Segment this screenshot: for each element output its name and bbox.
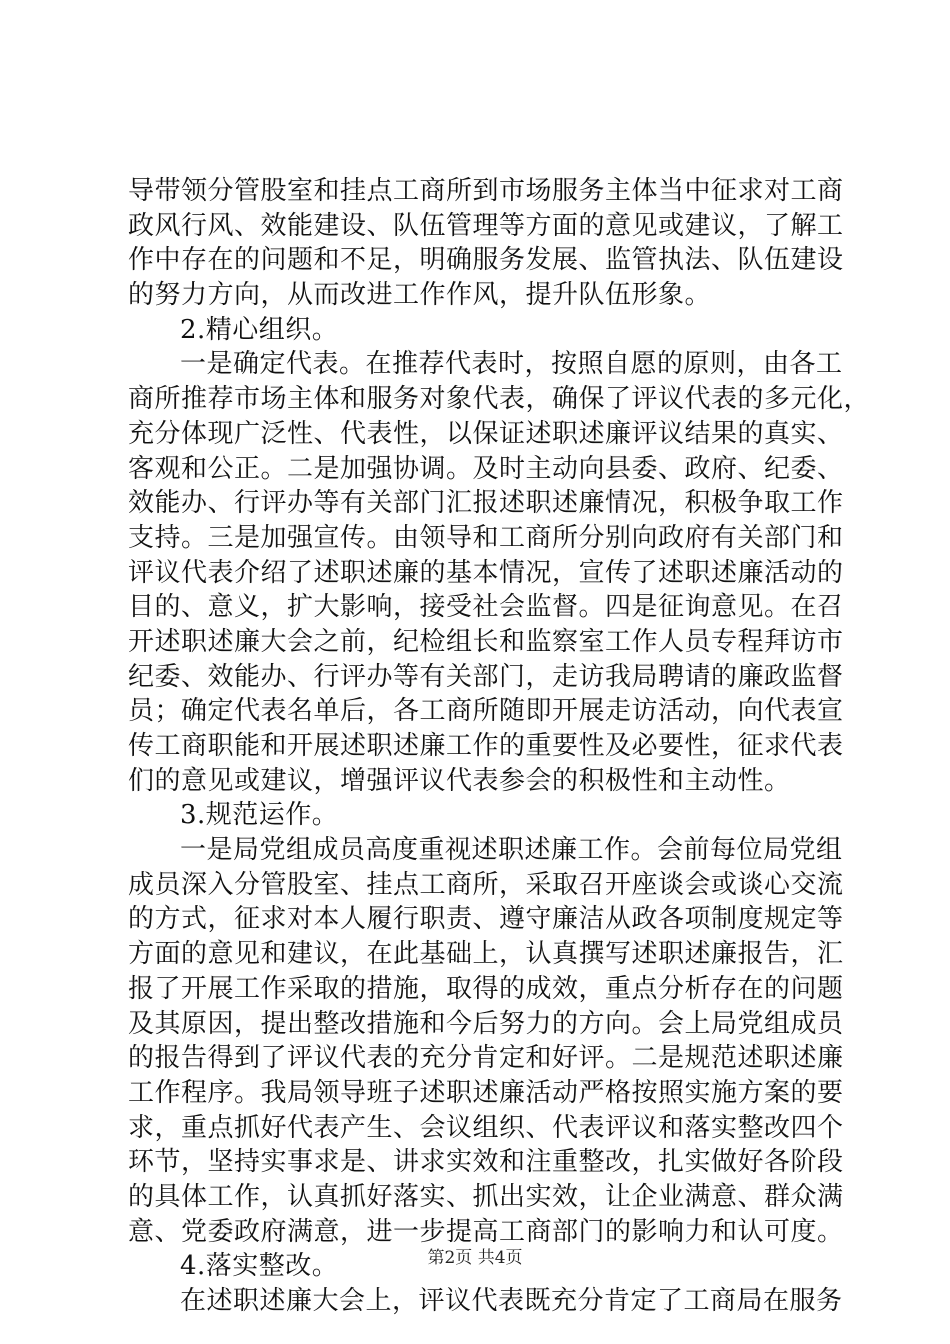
- text-line: 一是局党组成员高度重视述职述廉工作。会前每位局党组: [180, 835, 843, 866]
- text-line: 支持。三是加强宣传。由领导和工商所分别向政府有关部门和: [128, 522, 844, 553]
- text-line: 的方式，征求对本人履行职责、遵守廉洁从政各项制度规定等: [128, 904, 844, 935]
- text-line: 商所推荐市场主体和服务对象代表，确保了评议代表的多元化，: [128, 384, 871, 415]
- text-line: 作中存在的问题和不足，明确服务发展、监管执法、队伍建设: [128, 245, 844, 276]
- text-line: 员；确定代表名单后，各工商所随即开展走访活动，向代表宣: [128, 696, 844, 727]
- document-body: [128, 174, 871, 1319]
- text-line: 政风行风、效能建设、队伍管理等方面的意见或建议，了解工: [128, 210, 844, 241]
- text-line: 客观和公正。二是加强协调。及时主动向县委、政府、纪委、: [128, 453, 844, 484]
- text-line: 目的、意义，扩大影响，接受社会监督。四是征询意见。在召: [128, 592, 844, 623]
- text-line: 3.规范运作。: [180, 800, 339, 831]
- text-line: 纪委、效能办、行评办等有关部门，走访我局聘请的廉政监督: [128, 661, 844, 692]
- text-line: 的努力方向，从而改进工作作风，提升队伍形象。: [128, 280, 712, 311]
- text-line: 及其原因，提出整改措施和今后努力的方向。会上局党组成员: [128, 1008, 844, 1039]
- text-line: 环节，坚持实事求是、讲求实效和注重整改，扎实做好各阶段: [128, 1147, 844, 1178]
- text-line: 4.落实整改。: [180, 1251, 339, 1282]
- text-line: 评议代表介绍了述职述廉的基本情况，宣传了述职述廉活动的: [128, 557, 844, 588]
- text-line: 充分体现广泛性、代表性，以保证述职述廉评议结果的真实、: [128, 418, 844, 449]
- text-line: 的具体工作，认真抓好落实、抓出实效，让企业满意、群众满: [128, 1181, 844, 1212]
- text-line: 成员深入分管股室、挂点工商所，采取召开座谈会或谈心交流: [128, 869, 844, 900]
- text-line: 求，重点抓好代表产生、会议组织、代表评议和落实整改四个: [128, 1112, 844, 1143]
- text-line: 方面的意见和建议，在此基础上，认真撰写述职述廉报告，汇: [128, 939, 844, 970]
- text-line: 工作程序。我局领导班子述职述廉活动严格按照实施方案的要: [128, 1077, 844, 1108]
- text-line: 传工商职能和开展述职述廉工作的重要性及必要性，征求代表: [128, 731, 844, 761]
- text-line: 意、党委政府满意，进一步提高工商部门的影响力和认可度。: [128, 1216, 844, 1247]
- text-line: 一是确定代表。在推荐代表时，按照自愿的原则，由各工: [180, 349, 843, 380]
- text-line: 开述职述廉大会之前，纪检组长和监察室工作人员专程拜访市: [128, 626, 844, 657]
- text-line: 在述职述廉大会上，评议代表既充分肯定了工商局在服务: [180, 1286, 843, 1316]
- page-footer: 第2页 共4页: [427, 1248, 523, 1268]
- text-line: 效能办、行评办等有关部门汇报述职述廉情况，积极争取工作: [128, 488, 844, 519]
- text-line: 的报告得到了评议代表的充分肯定和好评。二是规范述职述廉: [128, 1043, 844, 1074]
- text-line: 报了开展工作采取的措施，取得的成效，重点分析存在的问题: [128, 973, 844, 1004]
- text-line: 们的意见或建议，增强评议代表参会的积极性和主动性。: [128, 765, 791, 796]
- text-line: 导带领分管股室和挂点工商所到市场服务主体当中征求对工商: [128, 176, 844, 206]
- text-line: 2.精心组织。: [180, 314, 339, 345]
